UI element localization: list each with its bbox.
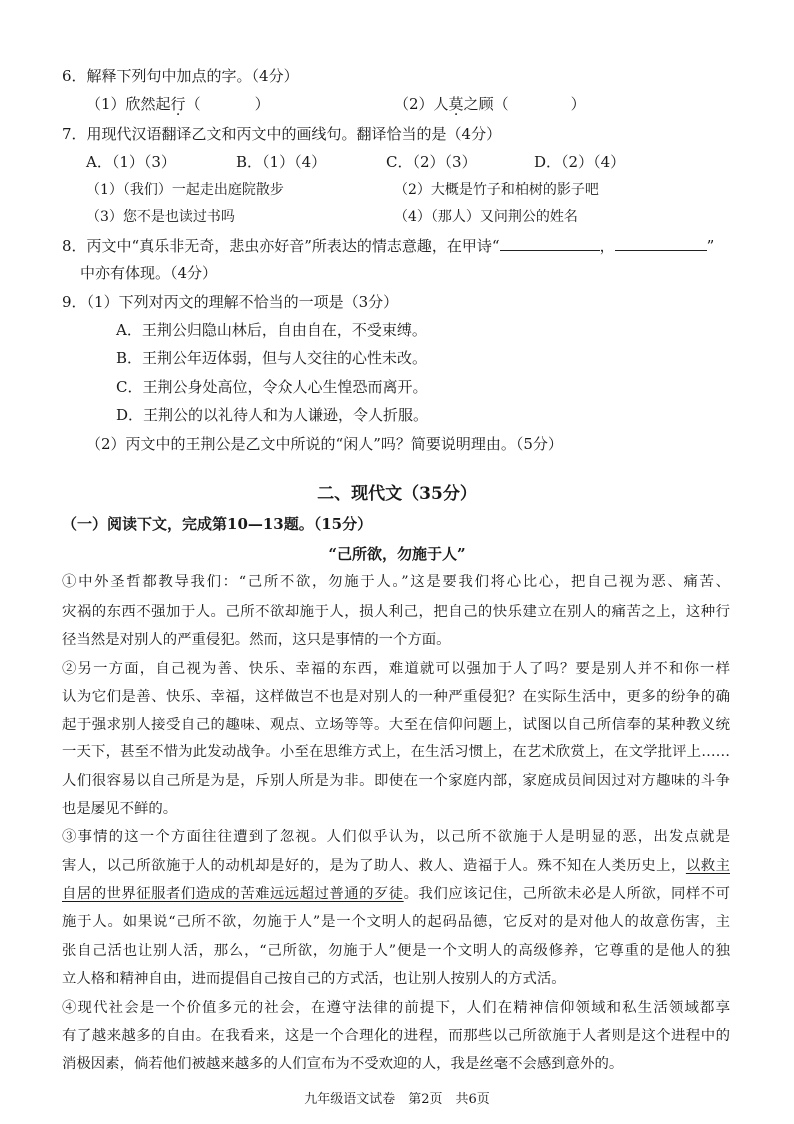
q8-line-2: 中亦有体现。（4分） [80,264,218,282]
subsection-instruction: （一）阅读下文，完成第10—13题。（15分） [62,515,373,533]
paragraph-2-line: 认为它们是善、快乐、幸福，这样做岂不也是对别人的一种严重侵犯？在实际生活中，更多的纷争的确 [62,689,730,705]
fill-blank-2[interactable] [615,236,707,251]
q7-item-2: （2）大概是竹子和柏树的影子吧 [394,182,599,198]
q7-option-d: D．（2）（4） [534,153,626,171]
paragraph-2-line: ②另一方面，自己视为善、快乐、幸福的东西，难道就可以强加于人了吗？要是别人并不和你一样 [62,661,730,677]
paragraph-3-line: ③事情的这一个方面往往遭到了忽视。人们似乎认为，以己所不欲施于人是明显的恶，出发点就是 [62,829,730,845]
paragraph-1-line: ①中外圣哲都教导我们：“己所不欲，勿施于人。”这是要我们将心比心，把自己视为恶、痛苦、 [62,574,730,590]
section-title: 二、现代文（35分） [317,484,477,504]
fill-blank-1[interactable] [500,236,600,251]
q9-option-c: C．王荆公身处高位，令众人心生惶恐而离开。 [116,378,428,396]
q6-stem: 6．解释下列句中加点的字。（4分） [62,67,299,85]
q9-option-a: A．王荆公归隐山林后，自由自在，不受束缚。 [116,321,427,339]
page-footer: 九年级语文试卷 第2页 共6页 [304,1092,490,1107]
q9-option-b: B．王荆公年迈体弱，但与人交往的心性未改。 [116,349,428,367]
q9-stem: 9．（1）下列对丙文的理解不恰当的一项是（3分） [62,293,399,311]
underlined-sentence: 以救主 [685,858,730,874]
q9-option-d: D．王荆公的以礼待人和为人谦逊，令人折服。 [116,406,429,424]
q7-item-1: （1）（我们）一起走出庭院散步 [86,182,284,198]
q7-item-3: （3）您不是也读过书吗 [86,209,235,225]
paragraph-2-line: 人们很容易以自己所是为是，斥别人所是为非。即使在一个家庭内部，家庭成员间因过对方趣味的斗争 [62,773,730,789]
q7-option-b: B．（1）（4） [236,153,327,171]
paragraph-4-line: ④现代社会是一个价值多元的社会，在遵守法律的前提下，人们在精神信仰领域和私生活领域都享 [62,1000,730,1016]
q6-item-2: （2）人莫之顾（ ） [394,95,586,113]
emphasis-dot-char: 莫 [448,95,464,113]
paragraph-3-line: 施于人。如果说“己所不欲，勿施于人”是一个文明人的起码品德，它反对的是对他人的故意伤害，主 [62,914,730,930]
q7-item-4: （4）（那人）又问荆公的姓名 [394,209,578,225]
q7-option-c: C．（2）（3） [386,153,477,171]
paragraph-4-line: 有了越来越多的自由。在我看来，这是一个合理化的进程，而那些以己所欲施于人者则是这个进程中的 [62,1028,730,1044]
paragraph-2-line: 也是屡见不鲜的。 [62,801,178,817]
q7-stem: 7．用现代汉语翻译乙文和丙文中的画线句。翻译恰当的是（4分） [62,125,502,143]
paragraph-3-line: 自居的世界征服者们造成的苦难远远超过普通的歹徒。我们应该记住，己所欲未必是人所欲，同样不可 [62,886,730,902]
paragraph-4-line: 消极因素，倘若他们被越来越多的人们宣布为不受欢迎的人，我是丝毫不会感到意外的。 [62,1056,624,1072]
paragraph-3-line: 害人，以己所欲施于人的动机却是好的，是为了助人、救人、造福于人。殊不知在人类历史上，以救主 [62,858,730,874]
paragraph-3-line: 立人格和精神自由，进而提倡自己按自己的方式活，也让别人按别人的方式活。 [62,971,566,987]
q9-sub-2: （2）丙文中的王荆公是乙文中所说的“闲人”吗？简要说明理由。（5分） [86,435,563,453]
underlined-sentence: 自居的世界征服者们造成的苦难远远超过普通的歹徒 [62,886,404,902]
q6-item-1: （1）欣然起行（ ） [86,95,270,113]
q8-line-1: 8．丙文中“真乐非无奇，悲虫亦好音”所表达的情志意趣，在甲诗“ ， ” [62,237,715,255]
emphasis-dot-char: 行 [170,95,186,113]
paragraph-2-line: 一天下，甚至不惜为此发动战争。小至在思维方式上，在生活习惯上，在艺术欣赏上，在文学批评上…… [62,744,730,760]
q7-option-a: A．（1）（3） [86,153,176,171]
paragraph-1-line: 径当然是对别人的严重侵犯。然而，这只是事情的一个方面。 [62,632,451,648]
article-title: “己所欲，勿施于人” [328,545,466,563]
paragraph-2-line: 起于强求别人接受自己的趣味、观点、立场等等。大至在信仰问题上，试图以自己所信奉的某种教义统 [62,717,730,733]
paragraph-3-line: 张自己活也让别人活，那么，“己所欲，勿施于人”便是一个文明人的高级修养，它尊重的是他人的独 [62,943,730,959]
paragraph-1-line: 灾祸的东西不强加于人。己所不欲却施于人，损人利己，把自己的快乐建立在别人的痛苦之上，这种行 [62,604,730,620]
